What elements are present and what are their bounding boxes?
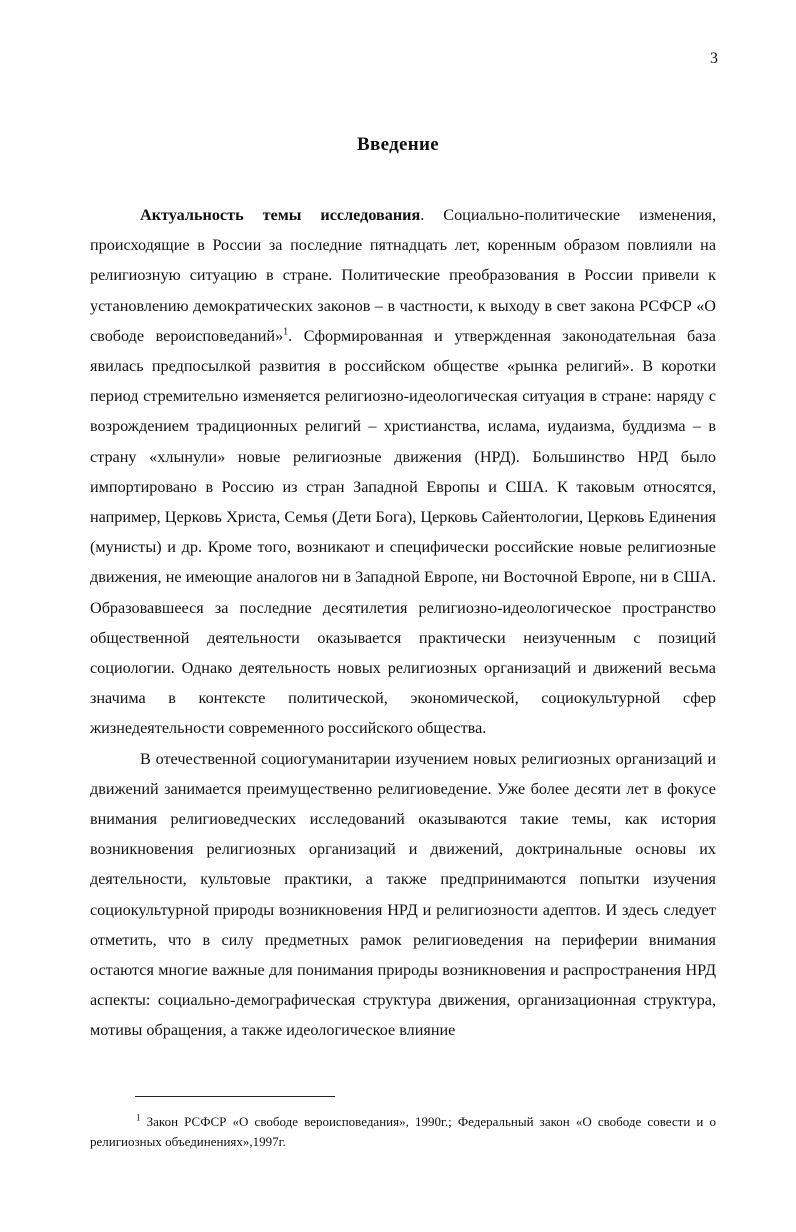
page-title: Введение <box>357 134 439 155</box>
paragraph-lead: Актуальность темы исследования <box>140 206 421 224</box>
footnote <box>90 1112 716 1152</box>
footnote-marker: 1 <box>136 1112 141 1123</box>
page-number: 3 <box>710 50 718 67</box>
paragraph-text: . Сформированная и утвержденная законодательная база явилась предпосылкой развития в российском обществе «рынка религий». В коротки период стремительно изменяется религиозно-идеологическая ситуация в стране: наряду с возрождением традиционных религий – христианства, ислама, иудаизма, буддизма – в страну «хлынули» новые религиозные движения (НРД). Большинство НРД было импортировано в Россию из стран Западной Европы и США. К таковым относятся, например, Церковь Христа, Семья (Дети Бога), Церковь Сайентологии, Церковь Единения (мунисты) и др. Кроме того, возникают и специфически российские новые религиозные движения, не имеющие аналогов ни в Западной Европе, ни Восточной Европе, ни в США. Образовавшееся за последние десятилетия религиозно-идеологическое пространство общественной деятельности оказывается практически неизученным с позиций социологии. Однако деятельность новых религиозных организаций и движений весьма значима в контексте политической, экономической, социокультурной сфер жизнедеятельности современного российского общества. <box>90 326 716 738</box>
footnote-divider <box>135 1096 335 1097</box>
paragraph-study-context: В отечественной социогуманитарии изучением новых религиозных организаций и движений занимается преимущественно религиоведение. Уже более десяти лет в фокусе внимания религиоведческих исследований оказываются такие темы, как история возникновения религиозных организаций и движений, доктринальные основы их деятельности, культовые практики, а также предпринимаются попытки изучения социокультурной природы возникновения НРД и религиозности адептов. И здесь следует отметить, что в силу предметных рамок религиоведения на периферии внимания остаются многие важные для понимания природы возникновения и распространения НРД аспекты: социально-демографическая структура движения, организационная структура, мотивы обращения, а также идеологическое влияние <box>90 749 716 1040</box>
footnote-text: Закон РСФСР «О свободе вероисповедания», 1990г.; Федеральный закон «О свободе совести и о религиозных объединениях»,1997г. <box>90 1114 716 1149</box>
footnote-reference[interactable]: 1 <box>283 326 289 338</box>
paragraph-text: . Социально-политические изменения, происходящие в России за последние пятнадцать лет, коренным образом повлияли на религиозную ситуацию в стране. Политические преобразования в России привели к установлению демократических законов – в частности, к выходу в свет закона РСФСР «О свободе вероисповеданий» <box>90 206 716 345</box>
paragraph-relevance <box>90 200 716 744</box>
body-text <box>90 200 716 1046</box>
